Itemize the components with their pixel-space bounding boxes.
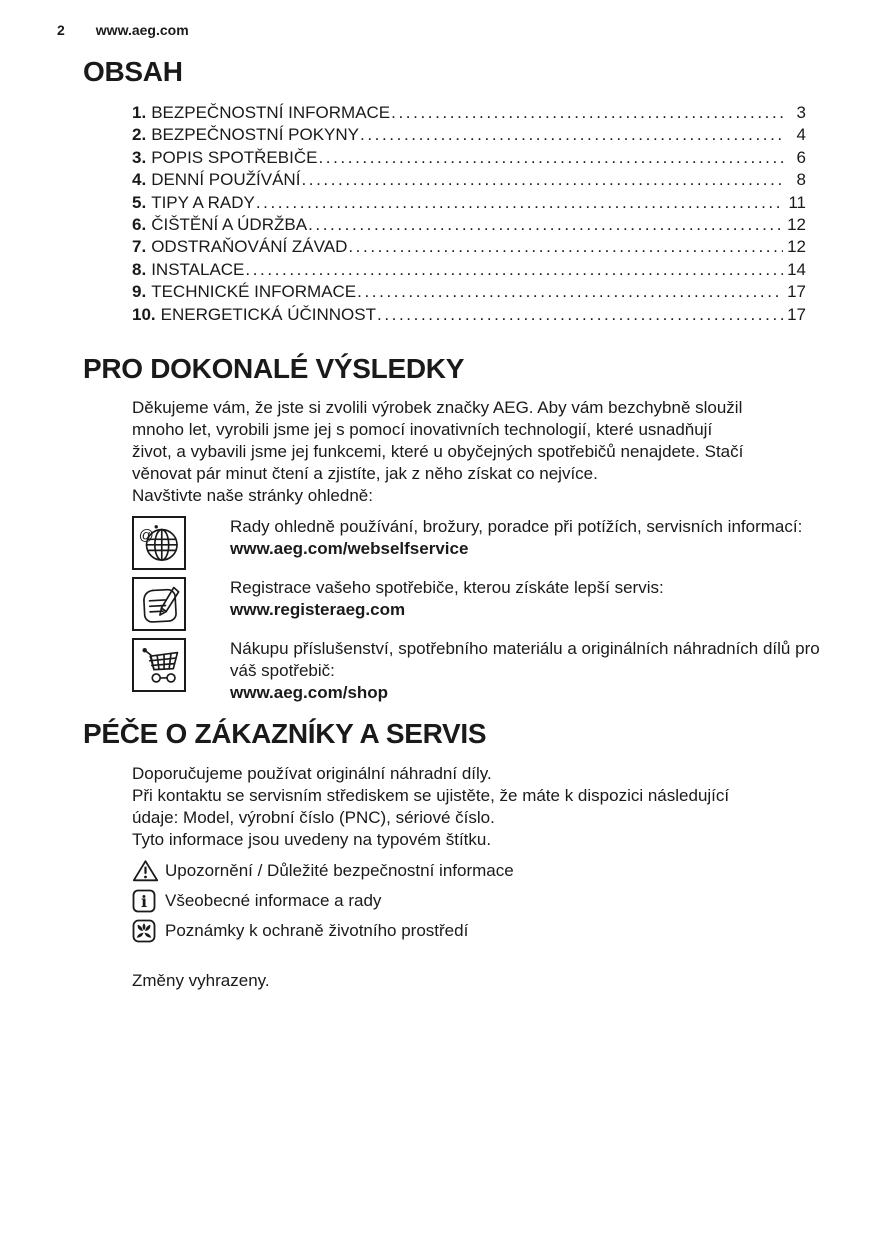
toc-item (132, 102, 806, 124)
toc-item (132, 236, 806, 258)
care-line: Při kontaktu se servisním střediskem se ujistěte, že máte k dispozici následující (132, 785, 730, 805)
care-line: Doporučujeme používat originální náhradní díly. (132, 763, 492, 783)
toc-item (132, 169, 806, 191)
toc-item-number: 6. (132, 214, 147, 234)
intro-paragraph (132, 397, 809, 507)
customer-care-paragraph (132, 763, 809, 851)
toc-item-title: INSTALACE (151, 259, 245, 279)
toc-item-number: 4. (132, 170, 147, 190)
care-line: Tyto informace jsou uvedeny na typovém štítku. (132, 829, 492, 849)
toc-item-number: 9. (132, 282, 147, 302)
toc-item-number: 10. (132, 304, 156, 324)
page-content (83, 56, 820, 992)
resource-url: www.aeg.com/webselfservice (230, 538, 469, 558)
toc-item-number: 8. (132, 259, 147, 279)
warning-icon (132, 859, 159, 883)
resource-description: váš spotřebič: (230, 660, 335, 680)
resource-url: www.aeg.com/shop (230, 682, 389, 702)
toc-item-title: TECHNICKÉ INFORMACE (151, 282, 357, 302)
toc-item (132, 304, 806, 326)
resource-url: www.registeraeg.com (230, 599, 406, 619)
legend-label: Všeobecné informace a rady (165, 890, 382, 910)
toc-item-number: 2. (132, 125, 147, 145)
toc-page-number: 12 (787, 214, 806, 234)
toc-item (132, 147, 806, 169)
intro-line: věnovat pár minut čtení a zjistíte, jak z něho získat co nejvíce. (132, 463, 598, 483)
toc-leader-dots (377, 304, 783, 326)
legend-item-eco (132, 916, 809, 946)
care-line: údaje: Model, výrobní číslo (PNC), sériové číslo. (132, 807, 495, 827)
toc-leader-dots (360, 124, 783, 146)
toc-heading: OBSAH (83, 56, 183, 87)
legend-item-info (132, 886, 809, 916)
resource-shop (132, 638, 820, 704)
site-url: www.aeg.com (95, 22, 189, 38)
toc-item (132, 281, 806, 303)
svg-text:i: i (140, 891, 148, 911)
toc-page-number: 12 (787, 237, 806, 257)
resource-webselfservice (132, 516, 809, 572)
register-note-icon (132, 577, 186, 631)
toc-leader-dots (308, 214, 783, 236)
info-icon (132, 889, 159, 913)
svg-text:@: @ (138, 528, 154, 545)
eco-icon (132, 919, 159, 943)
customer-care-heading: PÉČE O ZÁKAZNÍKY A SERVIS (83, 717, 487, 749)
toc-item-title: ČIŠTĚNÍ A ÚDRŽBA (151, 214, 308, 234)
symbol-legend (132, 856, 809, 946)
toc-item-title: TIPY A RADY (151, 192, 255, 212)
intro-line: Děkujeme vám, že jste si zvolili výrobek značky AEG. Aby vám bezchybně sloužil (132, 397, 743, 417)
page-number: 2 (57, 22, 65, 38)
toc-page-number: 17 (787, 304, 806, 324)
table-of-contents (132, 102, 806, 326)
toc-item (132, 124, 806, 146)
page-header (57, 22, 189, 38)
visit-pages-line: Navštivte naše stránky ohledně: (132, 485, 373, 505)
toc-page-number: 3 (796, 103, 806, 122)
intro-line: mnoho let, vyrobili jsme jej s pomocí inovativních technologií, které usnadňují (132, 419, 713, 439)
toc-item-title: ODSTRAŇOVÁNÍ ZÁVAD (151, 237, 348, 257)
toc-item-number: 1. (132, 103, 147, 122)
toc-leader-dots (301, 169, 783, 191)
toc-leader-dots (357, 281, 783, 303)
toc-item-title: BEZPEČNOSTNÍ POKYNY (151, 125, 360, 145)
toc-item-number: 5. (132, 192, 147, 212)
resource-register (132, 577, 809, 633)
toc-item (132, 214, 806, 236)
resource-list (132, 516, 820, 704)
shopping-cart-icon (132, 638, 186, 692)
toc-item-number: 3. (132, 147, 147, 167)
resource-text (230, 516, 802, 560)
intro-line: život, a vybavili jsme jej funkcemi, které u obyčejných spotřebičů nenajdete. Stačí (132, 441, 744, 461)
toc-item-title: POPIS SPOTŘEBIČE (151, 147, 318, 167)
legend-label: Poznámky k ochraně životního prostředí (165, 920, 469, 940)
toc-page-number: 8 (796, 170, 806, 190)
rights-note: Změny vyhrazeny. (132, 970, 270, 990)
globe-at-icon (132, 516, 186, 570)
toc-item (132, 259, 806, 281)
resource-description: Rady ohledně používání, brožury, poradce při potížích, servisních informací: (230, 516, 803, 536)
toc-leader-dots (318, 147, 783, 169)
toc-item-title: BEZPEČNOSTNÍ INFORMACE (151, 103, 391, 122)
toc-leader-dots (245, 259, 783, 281)
toc-page-number: 11 (788, 192, 806, 212)
toc-leader-dots (256, 192, 783, 214)
legend-item-warning (132, 856, 809, 886)
legend-label: Upozornění / Důležité bezpečnostní informace (165, 860, 514, 880)
resource-description: Registrace vašeho spotřebiče, kterou získáte lepší servis: (230, 577, 664, 597)
toc-page-number: 6 (796, 147, 806, 167)
toc-page-number: 4 (796, 125, 806, 145)
toc-item-number: 7. (132, 237, 147, 257)
toc-item-title: ENERGETICKÁ ÚČINNOST (160, 304, 376, 324)
toc-leader-dots (391, 102, 783, 124)
toc-item (132, 192, 806, 214)
resource-text (230, 638, 820, 704)
toc-page-number: 17 (787, 282, 806, 302)
toc-page-number: 14 (787, 259, 806, 279)
toc-leader-dots (348, 236, 783, 258)
resource-description: Nákupu příslušenství, spotřebního materiálu a originálních náhradních dílů pro (230, 638, 820, 658)
perfect-results-heading: PRO DOKONALÉ VÝSLEDKY (83, 352, 465, 384)
toc-item-title: DENNÍ POUŽÍVÁNÍ (151, 170, 301, 190)
resource-text (230, 577, 664, 621)
